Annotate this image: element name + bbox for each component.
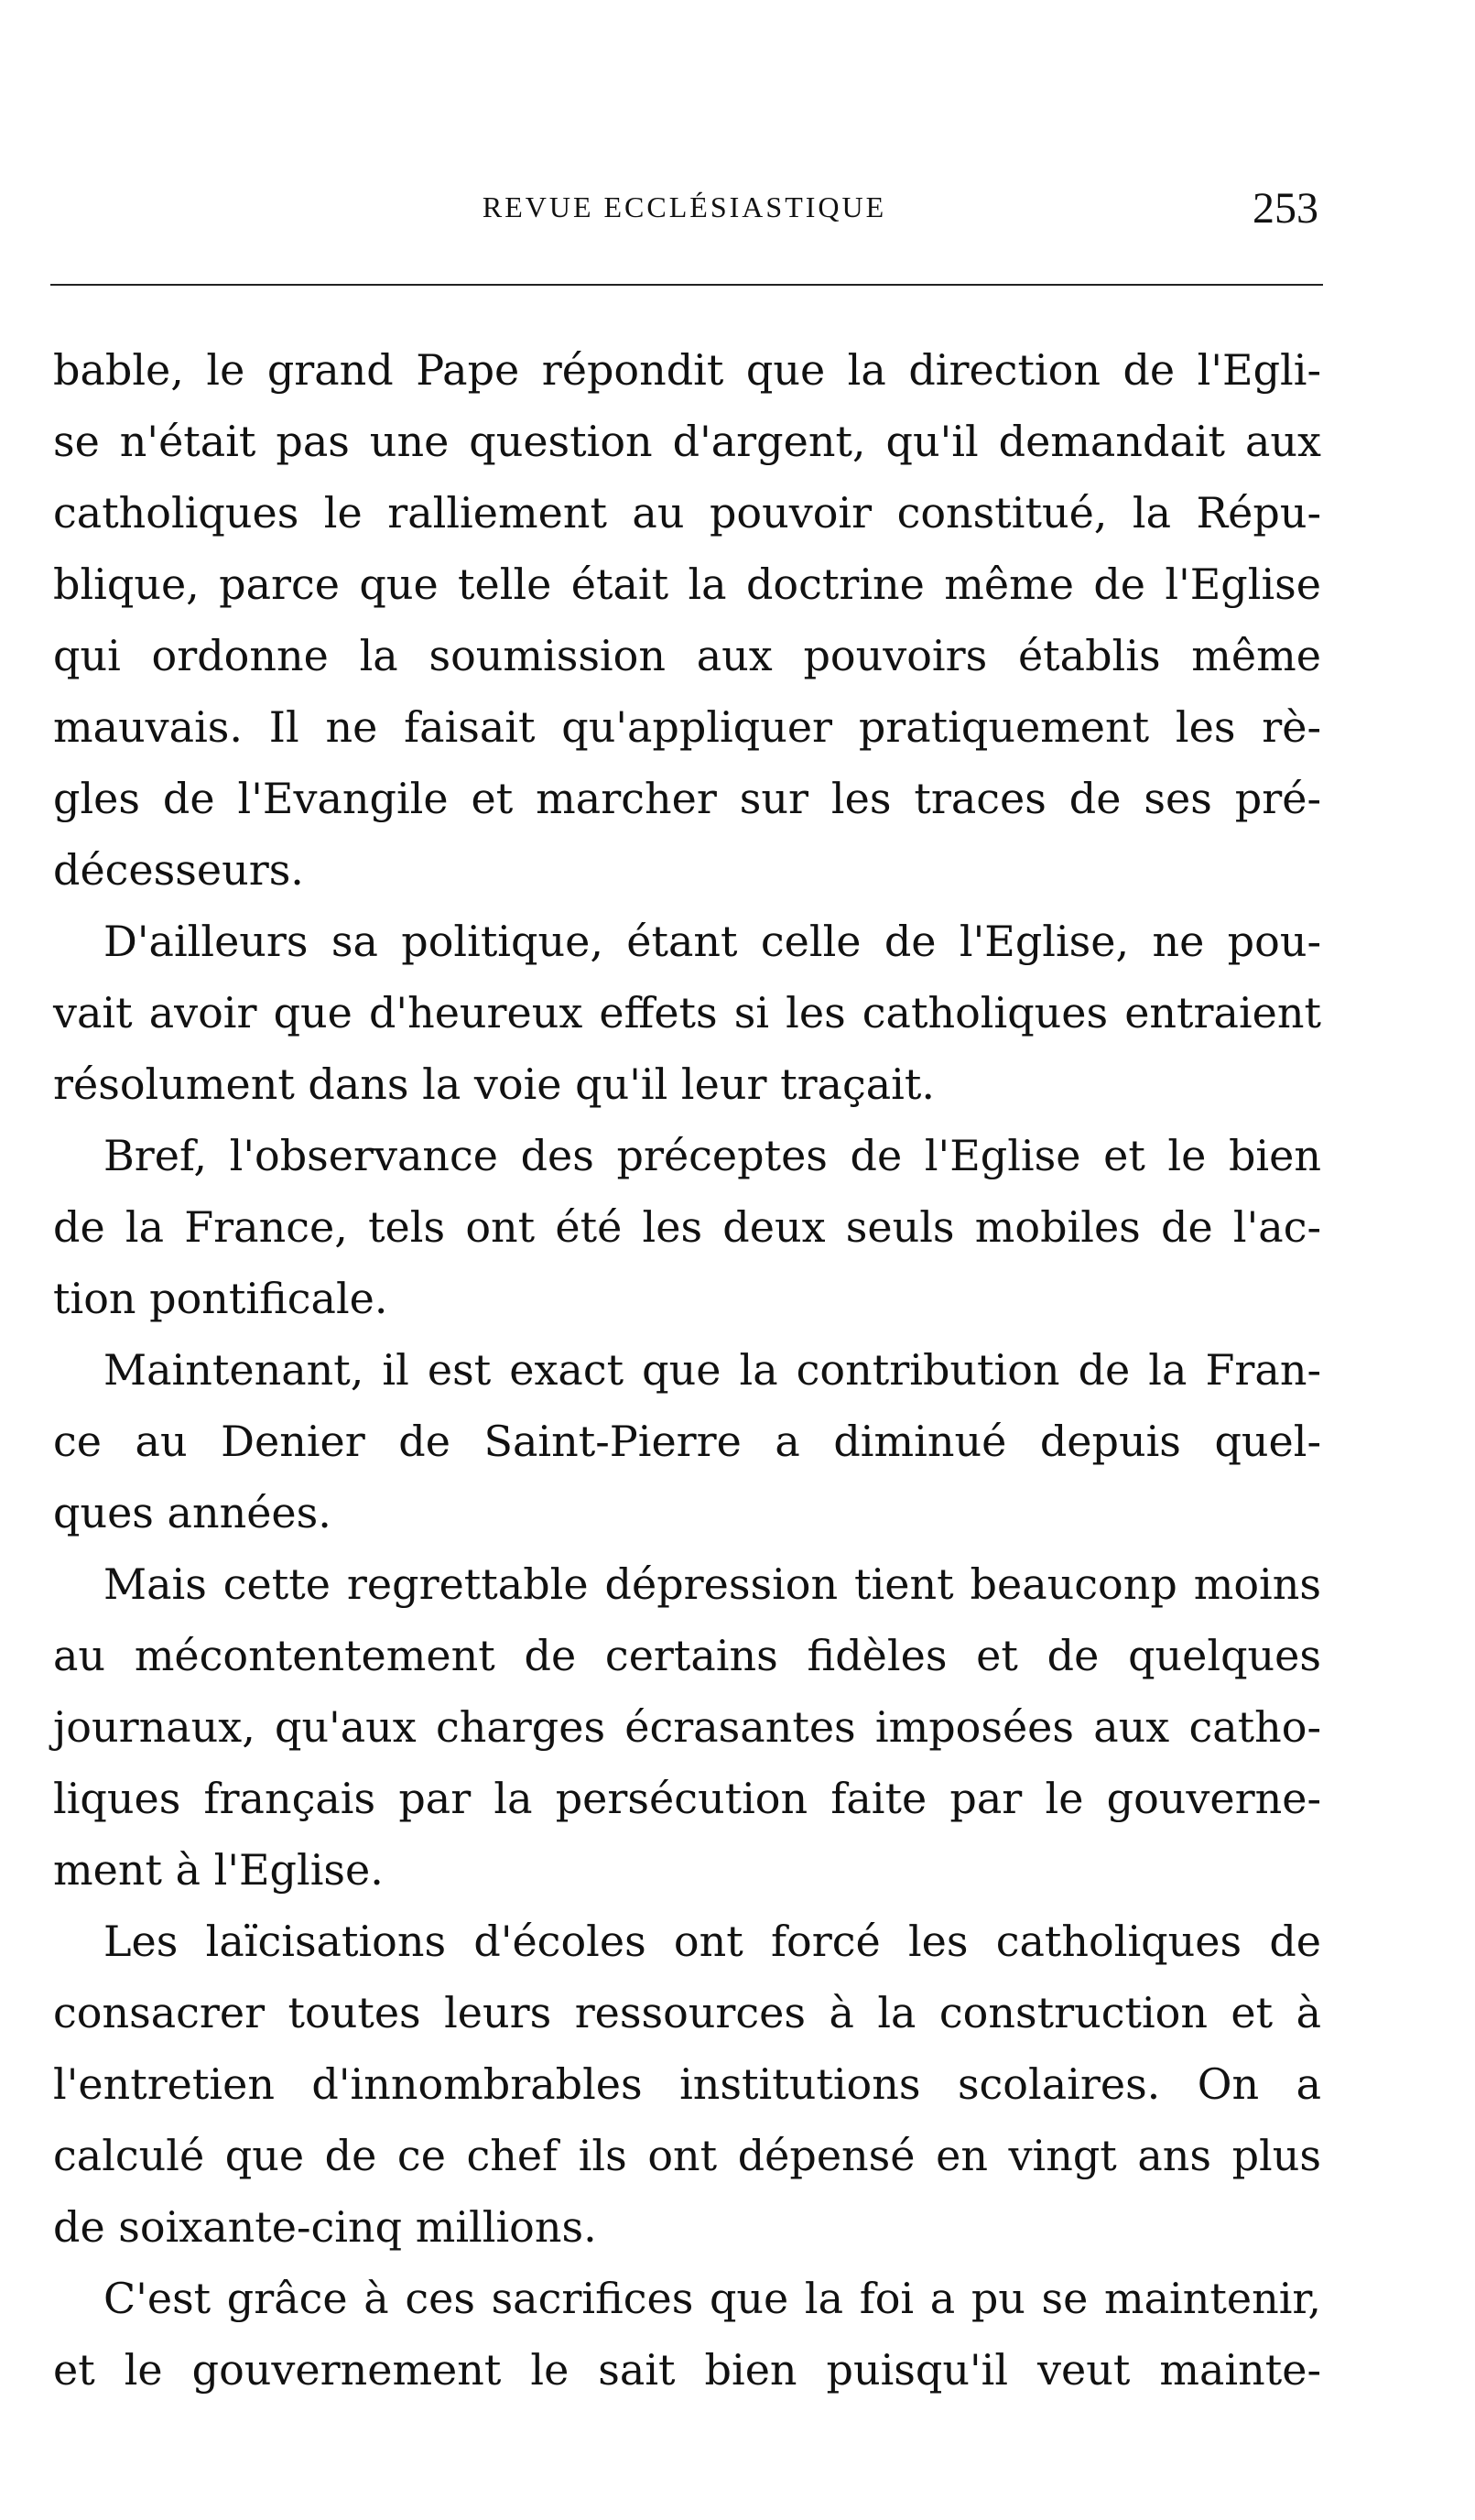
text-line: journaux, qu'aux charges écrasantes imposées aux catho- bbox=[53, 1702, 1321, 1752]
text-line: ques années. bbox=[53, 1488, 331, 1537]
running-head bbox=[50, 183, 1318, 238]
running-title: REVUE ECCLÉSIASTIQUE bbox=[482, 190, 887, 223]
text-line: mauvais. Il ne faisait qu'appliquer pratiquement les rè- bbox=[53, 702, 1321, 752]
paragraph-first-line: C'est grâce à ces sacrifices que la foi a pu se maintenir, bbox=[103, 2274, 1321, 2323]
text-line: de la France, tels ont été les deux seuls mobiles de l'ac- bbox=[53, 1202, 1321, 1252]
body-text bbox=[53, 334, 1321, 2406]
paragraph-first-line: D'ailleurs sa politique, étant celle de l'Eglise, ne pou- bbox=[103, 917, 1321, 966]
text-line: gles de l'Evangile et marcher sur les traces de ses pré- bbox=[53, 774, 1321, 823]
text-line: consacrer toutes leurs ressources à la construction et à bbox=[53, 1988, 1321, 2037]
text-line: se n'était pas une question d'argent, qu'il demandait aux bbox=[53, 417, 1321, 466]
text-line: tion pontificale. bbox=[53, 1274, 388, 1323]
text-line: blique, parce que telle était la doctrine même de l'Eglise bbox=[53, 559, 1321, 609]
text-line: décesseurs. bbox=[53, 845, 304, 895]
paragraph-first-line: Les laïcisations d'écoles ont forcé les catholiques de bbox=[103, 1917, 1321, 1966]
paragraph-first-line: Bref, l'observance des préceptes de l'Eglise et le bien bbox=[103, 1131, 1321, 1180]
text-line: et le gouvernement le sait bien puisqu'il veut mainte- bbox=[53, 2345, 1321, 2395]
paragraph-first-line: Maintenant, il est exact que la contribution de la Fran- bbox=[103, 1345, 1321, 1395]
text-line: qui ordonne la soumission aux pouvoirs établis même bbox=[53, 631, 1321, 680]
text-line: de soixante-cinq millions. bbox=[53, 2202, 597, 2252]
text-line: bable, le grand Pape répondit que la direction de l'Egli- bbox=[53, 345, 1321, 395]
text-line: liques français par la persécution faite par le gouverne- bbox=[53, 1774, 1321, 1823]
text-line: ment à l'Eglise. bbox=[53, 1845, 384, 1895]
text-line: l'entretien d'innombrables institutions scolaires. On a bbox=[53, 2059, 1321, 2109]
text-line: calculé que de ce chef ils ont dépensé en vingt ans plus bbox=[53, 2131, 1321, 2180]
text-line: ce au Denier de Saint-Pierre a diminué depuis quel- bbox=[53, 1417, 1321, 1466]
text-line: catholiques le ralliement au pouvoir constitué, la Répu- bbox=[53, 488, 1321, 538]
text-line: résolument dans la voie qu'il leur traçait. bbox=[53, 1059, 935, 1109]
text-line: au mécontentement de certains fidèles et de quelques bbox=[53, 1631, 1321, 1680]
paragraph-first-line: Mais cette regrettable dépression tient beauconp moins bbox=[103, 1559, 1321, 1609]
text-line: vait avoir que d'heureux effets si les catholiques entraient bbox=[53, 988, 1321, 1037]
page-number: 253 bbox=[1253, 184, 1318, 233]
header-rule bbox=[50, 284, 1323, 286]
